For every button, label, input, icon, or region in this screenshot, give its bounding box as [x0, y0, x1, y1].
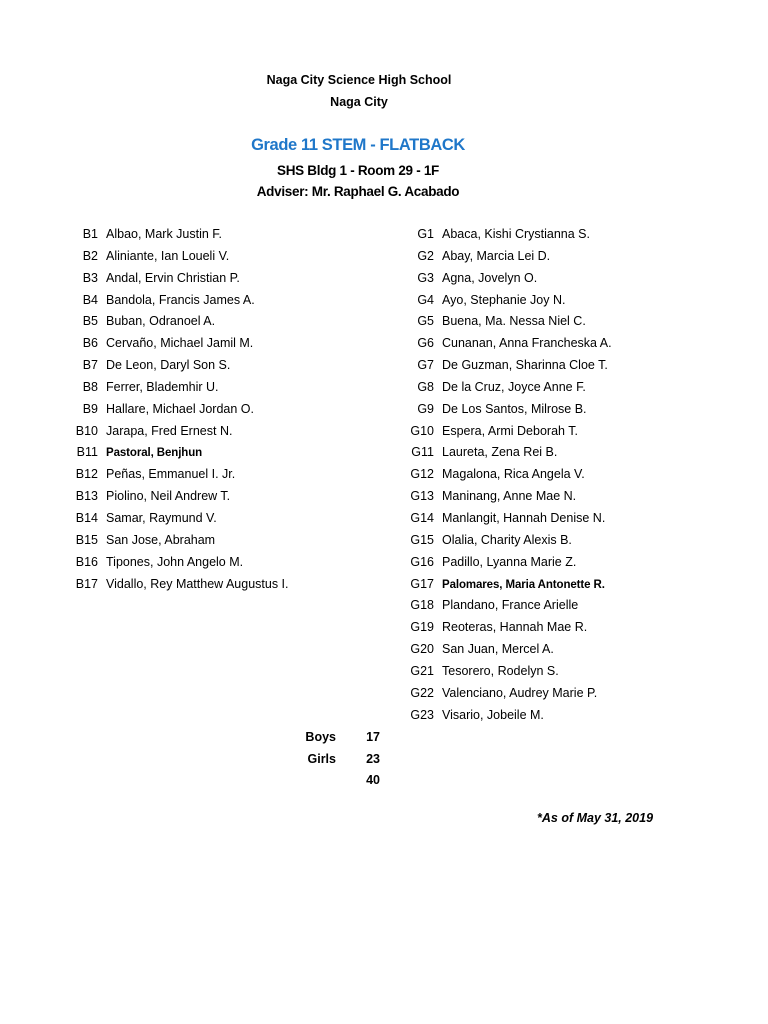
list-item: [66, 464, 289, 486]
student-name: Hallare, Michael Jordan O.: [106, 401, 254, 416]
totals-block: [296, 727, 380, 792]
student-code: B1: [82, 227, 98, 241]
student-code: B16: [75, 554, 98, 569]
student-code: B2: [82, 248, 98, 263]
student-code: B4: [82, 292, 98, 307]
student-name: Tipones, John Angelo M.: [106, 554, 244, 569]
list-item: [66, 246, 289, 268]
boys-total-row: [296, 727, 380, 749]
student-name: Maninang, Anne Mae N.: [442, 489, 577, 504]
list-item: [402, 595, 612, 617]
grand-total-row: [296, 770, 380, 792]
student-code: G17: [410, 576, 434, 591]
as-of-date: *As of May 31, 2019: [537, 811, 654, 825]
student-name: Laureta, Zena Rei B.: [442, 445, 558, 460]
student-code: B3: [82, 270, 98, 285]
student-code: G15: [410, 532, 434, 547]
student-code: G8: [417, 379, 434, 394]
student-name: Abaca, Kishi Crystianna S.: [442, 227, 590, 241]
school-name: Naga City Science High School: [266, 73, 452, 87]
list-item: [402, 464, 612, 486]
list-item: [402, 552, 612, 574]
student-code: G16: [410, 554, 434, 569]
list-item: [66, 333, 289, 355]
student-name: Pastoral, Benjhun: [106, 447, 203, 460]
student-name: Buban, Odranoel A.: [106, 314, 216, 329]
student-name: Aliniante, Ian Loueli V.: [106, 248, 230, 263]
list-item: [402, 421, 612, 443]
list-item: [66, 552, 289, 574]
girls-total-row: [296, 749, 380, 771]
student-name: Cunanan, Anna Francheska A.: [442, 336, 612, 351]
list-item: [402, 508, 612, 530]
student-code: G22: [410, 685, 434, 700]
list-item: [66, 530, 289, 552]
student-name: Espera, Armi Deborah T.: [442, 423, 578, 438]
list-item: [402, 399, 612, 421]
student-name: Andal, Ervin Christian P.: [106, 270, 240, 285]
list-item: [402, 355, 612, 377]
student-name: Plandano, France Arielle: [442, 598, 579, 613]
student-code: G19: [410, 620, 434, 635]
student-code: G11: [411, 445, 434, 460]
list-item: [66, 574, 289, 596]
student-code: B17: [75, 576, 98, 591]
list-item: [402, 224, 612, 246]
list-item: [402, 530, 612, 552]
list-item: [66, 224, 289, 246]
student-name: De Leon, Daryl Son S.: [106, 358, 231, 373]
student-code: G23: [410, 707, 434, 722]
class-title: Grade 11 STEM - FLATBACK: [251, 136, 465, 154]
student-name: Magalona, Rica Angela V.: [442, 467, 585, 482]
student-name: Abay, Marcia Lei D.: [442, 248, 551, 263]
student-code: G13: [410, 489, 434, 504]
student-code: B15: [75, 532, 98, 547]
student-code: G9: [417, 401, 434, 416]
student-code: B11: [76, 445, 98, 460]
student-code: G1: [417, 227, 434, 241]
student-code: B13: [75, 489, 98, 504]
student-name: Piolino, Neil Andrew T.: [106, 489, 231, 504]
student-name: Olalia, Charity Alexis B.: [442, 532, 572, 547]
student-name: De la Cruz, Joyce Anne F.: [442, 379, 586, 394]
student-name: Jarapa, Fred Ernest N.: [106, 423, 233, 438]
student-code: B9: [82, 401, 98, 416]
student-code: B12: [75, 467, 98, 482]
student-code: G7: [417, 358, 434, 373]
student-code: B14: [75, 510, 98, 525]
grand-total-value: 40: [366, 773, 380, 788]
list-item: [402, 486, 612, 508]
list-item: [66, 311, 289, 333]
student-name: Valenciano, Audrey Marie P.: [442, 685, 598, 700]
list-item: [402, 705, 612, 727]
student-name: De Guzman, Sharinna Cloe T.: [442, 358, 608, 373]
student-name: Vidallo, Rey Matthew Augustus I.: [106, 576, 289, 591]
student-code: G21: [410, 663, 434, 678]
student-name: Ferrer, Blademhir U.: [106, 379, 219, 394]
student-code: G20: [410, 642, 434, 657]
list-item: [402, 442, 612, 464]
student-name: Cervaño, Michael Jamil M.: [106, 336, 254, 351]
list-item: [402, 290, 612, 312]
student-code: B8: [82, 379, 98, 394]
list-item: [66, 290, 289, 312]
student-code: G10: [410, 423, 434, 438]
boys-total-label: Boys: [305, 730, 336, 744]
student-code: G12: [410, 467, 434, 482]
student-code: G5: [417, 314, 434, 329]
student-code: G4: [417, 292, 434, 307]
student-code: G18: [410, 598, 434, 613]
student-code: G2: [417, 248, 434, 263]
room-label: SHS Bldg 1 - Room 29 - 1F: [276, 163, 440, 178]
student-name: Tesorero, Rodelyn S.: [442, 663, 559, 678]
girls-total-value: 23: [366, 751, 380, 766]
list-item: [66, 486, 289, 508]
list-item: [66, 268, 289, 290]
list-item: [402, 377, 612, 399]
student-name: Bandola, Francis James A.: [106, 292, 255, 307]
student-name: Ayo, Stephanie Joy N.: [442, 292, 566, 307]
list-item: [402, 683, 612, 705]
girls-total-label: Girls: [307, 751, 336, 766]
adviser-label: Adviser: Mr. Raphael G. Acabado: [256, 184, 460, 199]
student-code: G6: [417, 336, 434, 351]
boys-total-value: 17: [366, 730, 380, 744]
list-item: [402, 246, 612, 268]
list-item: [402, 661, 612, 683]
list-item: [66, 508, 289, 530]
list-item: [66, 355, 289, 377]
student-code: B6: [82, 336, 98, 351]
student-code: B7: [82, 358, 98, 373]
boys-list: [66, 224, 289, 595]
student-name: Peñas, Emmanuel I. Jr.: [106, 467, 236, 482]
student-name: Reoteras, Hannah Mae R.: [442, 620, 588, 635]
student-code: B10: [75, 423, 98, 438]
student-name: Manlangit, Hannah Denise N.: [442, 510, 606, 525]
list-item: [66, 421, 289, 443]
list-item: [402, 311, 612, 333]
student-name: Samar, Raymund V.: [106, 510, 217, 525]
list-item: [402, 639, 612, 661]
list-item: [402, 574, 612, 596]
student-name: Buena, Ma. Nessa Niel C.: [442, 314, 586, 329]
school-city: Naga City: [330, 95, 388, 109]
student-code: G3: [417, 270, 434, 285]
student-code: B5: [82, 314, 98, 329]
list-item: [66, 377, 289, 399]
list-item: [402, 617, 612, 639]
student-code: G14: [410, 510, 434, 525]
list-item: [66, 442, 289, 464]
student-name: Visario, Jobeile M.: [442, 707, 544, 722]
student-name: San Juan, Mercel A.: [442, 642, 554, 657]
student-name: San Jose, Abraham: [106, 532, 216, 547]
list-item: [402, 268, 612, 290]
girls-list: [402, 224, 612, 726]
student-name: Padillo, Lyanna Marie Z.: [442, 554, 577, 569]
student-name: Albao, Mark Justin F.: [106, 227, 223, 241]
list-item: [66, 399, 289, 421]
student-name: Palomares, Maria Antonette R.: [442, 578, 605, 591]
list-item: [402, 333, 612, 355]
student-name: Agna, Jovelyn O.: [442, 270, 538, 285]
student-name: De Los Santos, Milrose B.: [442, 401, 587, 416]
